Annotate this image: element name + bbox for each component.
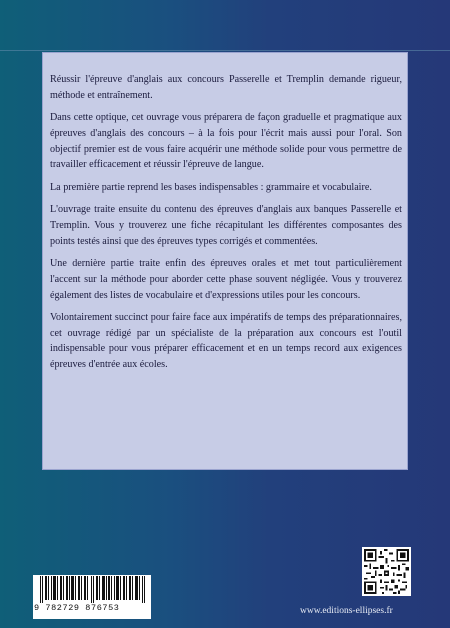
blurb-text bbox=[50, 72, 402, 380]
paragraph-conclusion: Volontairement succinct pour faire face aux impératifs de temps des préparationnaires, cet ouvrage rédigé par un spécialiste de la préparation aux concours est l'outil indispensable pour vous préparer efficacement et en un temps record aux exigences épreuves d'entrée aux écoles. bbox=[50, 311, 402, 371]
publisher-website[interactable]: www.editions-ellipses.fr bbox=[300, 606, 393, 616]
paragraph-optique: Dans cette optique, cet ouvrage vous préparera de façon graduelle et pragmatique aux épreuves d'anglais des concours – à la fois pour l'écrit mais aussi pour l'oral. Son objectif premier est de vous faire acquérir une méthode solide pour vous permettre de travailler efficacement et réussir l'épreuve de langue. bbox=[50, 112, 402, 171]
isbn-digits: 9 782729 876753 bbox=[34, 603, 120, 613]
paragraph-intro: Réussir l'épreuve d'anglais aux concours Passerelle et Tremplin demande rigueur, méthode et entraînement. bbox=[50, 74, 402, 101]
barcode-icon bbox=[40, 576, 146, 603]
paragraph-oral: Une dernière partie traite enfin des épreuves orales et met tout particulièrement l'accent sur la méthode pour aborder cette phase souvent négligée. Vous y trouverez également des listes de vocabulaire et d'expressions utiles pour les concours. bbox=[50, 257, 402, 301]
divider-line bbox=[0, 50, 450, 51]
paragraph-contenu: L'ouvrage traite ensuite du contenu des épreuves d'anglais aux banques Passerelle et Tremplin. Vous y trouverez une fiche récapitulant les différentes composantes des points testés ainsi que des épreuves types corrigés et commentées. bbox=[50, 204, 402, 247]
qr-code-icon bbox=[362, 547, 411, 596]
paragraph-premiere-partie: La première partie reprend les bases indispensables : grammaire et vocabulaire. bbox=[50, 181, 372, 193]
